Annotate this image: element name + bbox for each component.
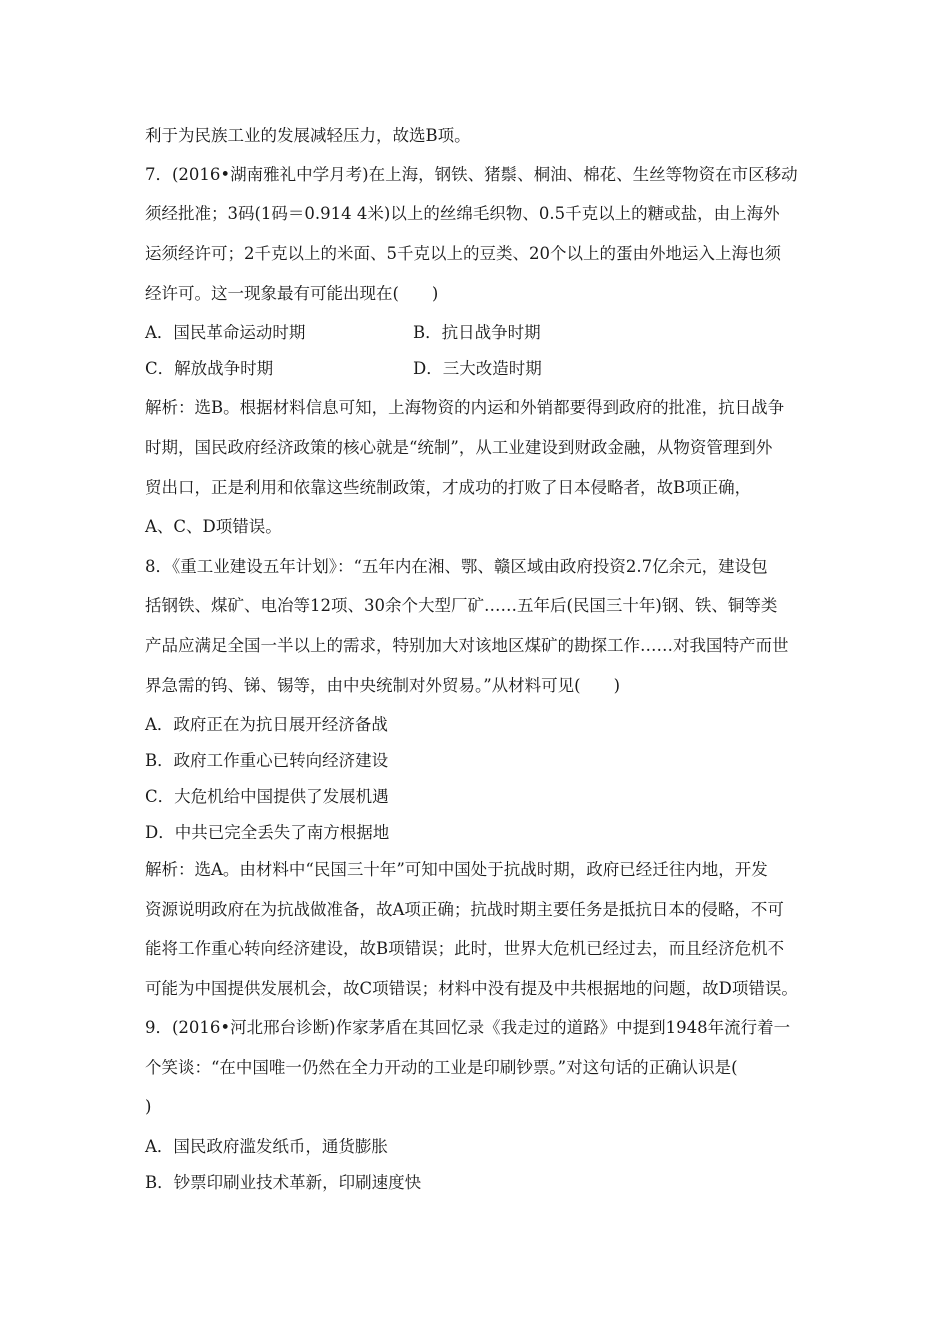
answer-6-end: 利于为民族工业的发展减轻压力，故选B项。 <box>145 126 471 145</box>
question-7-option-b: B．抗日战争时期 <box>413 323 541 342</box>
question-8-line-2: 括钢铁、煤矿、电冶等12项、30余个大型厂矿……五年后(民国三十年)钢、铁、铜等类 <box>145 596 778 615</box>
question-7-line-3: 运须经许可；2千克以上的米面、5千克以上的豆类、20个以上的蛋由外地运入上海也须 <box>145 244 781 263</box>
question-8-option-d: D．中共已完全丢失了南方根据地 <box>145 823 390 842</box>
answer-7-line-3: 贸出口，正是利用和依靠这些统制政策，才成功的打败了日本侵略者，故B项正确， <box>145 478 752 497</box>
answer-7-line-4: A、C、D项错误。 <box>145 517 282 536</box>
answer-8-line-1: 解析：选A。由材料中“民国三十年”可知中国处于抗战时期，政府已经迁往内地，开发 <box>145 860 768 879</box>
question-7-line-4: 经许可。这一现象最有可能出现在( ) <box>145 284 439 303</box>
question-7-line-1: 7．(2016•湖南雅礼中学月考)在上海，钢铁、猪鬃、桐油、棉花、生丝等物资在市区移动 <box>145 165 798 184</box>
question-9-line-1: 9．(2016•河北邢台诊断)作家茅盾在其回忆录《我走过的道路》中提到1948年流行着一 <box>145 1018 791 1037</box>
question-7-option-c: C．解放战争时期 <box>145 359 274 378</box>
question-9-option-b: B．钞票印刷业技术革新，印刷速度快 <box>145 1173 422 1192</box>
question-7-option-d: D．三大改造时期 <box>413 359 542 378</box>
question-7-line-2: 须经批准；3码(1码＝0.914 4米)以上的丝绵毛织物、0.5千克以上的糖或盐，由上海外 <box>145 204 780 223</box>
answer-7-line-2: 时期，国民政府经济政策的核心就是“统制”，从工业建设到财政金融，从物资管理到外 <box>145 438 773 457</box>
question-9-line-2: 个笑谈：“在中国唯一仍然在全力开动的工业是印刷钞票。”对这句话的正确认识是( <box>145 1058 738 1077</box>
question-8-option-b: B．政府工作重心已转向经济建设 <box>145 751 389 770</box>
answer-8-line-3: 能将工作重心转向经济建设，故B项错误；此时，世界大危机已经过去，而且经济危机不 <box>145 939 785 958</box>
question-8-line-3: 产品应满足全国一半以上的需求，特别加大对该地区煤矿的勘探工作……对我国特产而世 <box>145 636 789 655</box>
question-8-option-c: C．大危机给中国提供了发展机遇 <box>145 787 389 806</box>
question-8-line-1: 8．《重工业建设五年计划》：“五年内在湘、鄂、赣区域由政府投资2.7亿余元，建设包 <box>145 557 768 576</box>
question-7-option-a: A．国民革命运动时期 <box>145 323 306 342</box>
answer-8-line-4: 可能为中国提供发展机会，故C项错误；材料中没有提及中共根据地的问题，故D项错误。 <box>145 979 798 998</box>
answer-8-line-2: 资源说明政府在为抗战做准备，故A项正确；抗战时期主要任务是抵抗日本的侵略，不可 <box>145 900 784 919</box>
answer-7-line-1: 解析：选B。根据材料信息可知，上海物资的内运和外销都要得到政府的批准，抗日战争 <box>145 398 785 417</box>
question-8-line-4: 界急需的钨、锑、锡等，由中央统制对外贸易。”从材料可见( ) <box>145 676 621 695</box>
question-8-option-a: A．政府正在为抗日展开经济备战 <box>145 715 388 734</box>
question-9-option-a: A．国民政府滥发纸币，通货膨胀 <box>145 1137 388 1156</box>
question-9-line-3: ) <box>145 1097 152 1116</box>
